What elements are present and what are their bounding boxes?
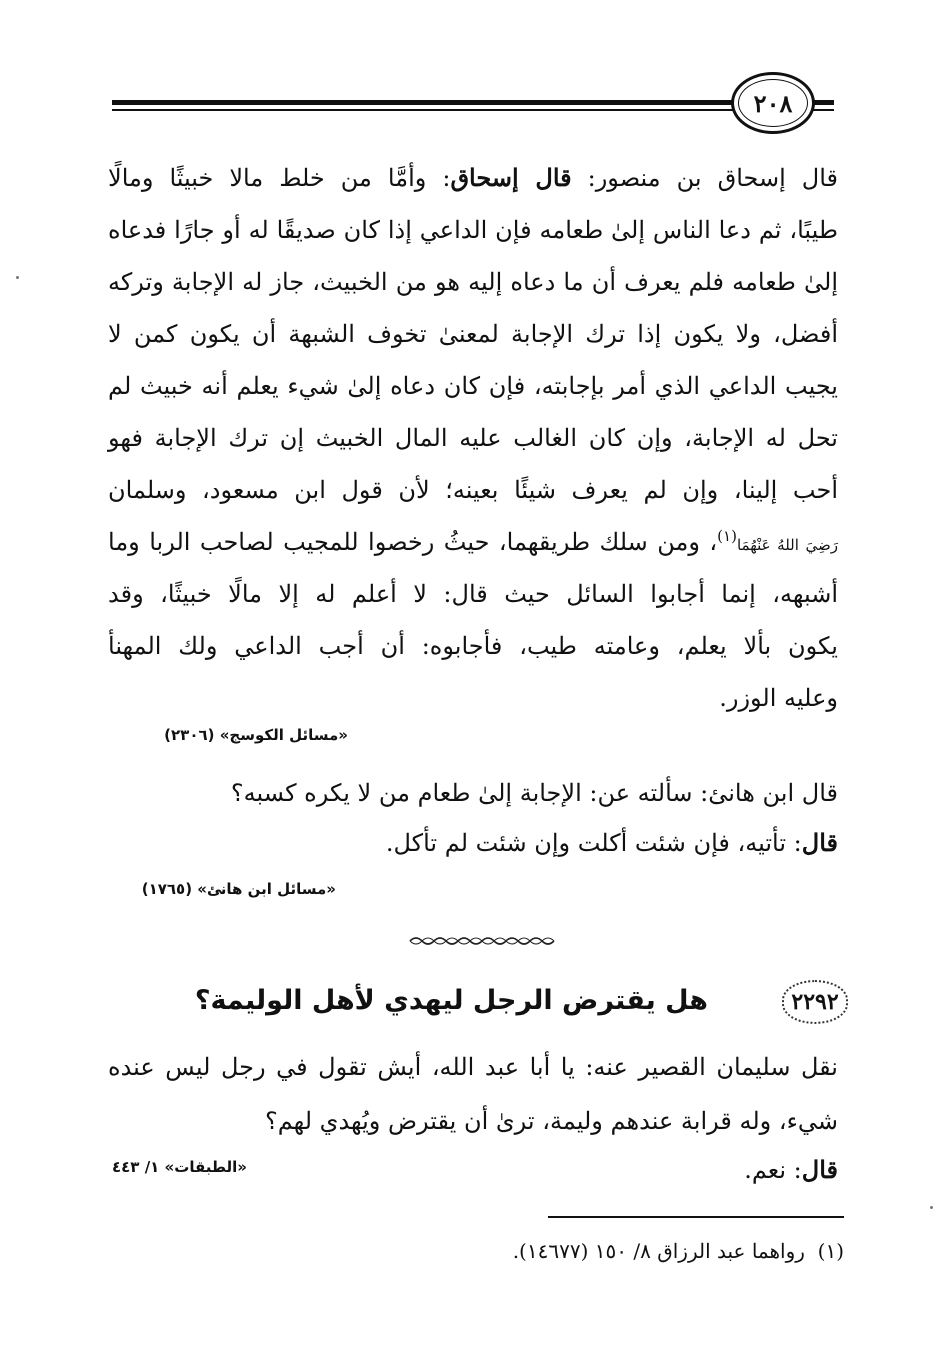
ornament-divider xyxy=(408,934,558,948)
answer-label: قال xyxy=(801,828,838,857)
qa-block xyxy=(108,768,838,868)
text-segment: ، ومن سلك طريقهما، حيثُ رخصوا للمجيب لصاحب الربا وما xyxy=(108,528,718,556)
section-heading xyxy=(108,978,848,1028)
footnote-marker: (١) xyxy=(817,1239,844,1263)
issue-number-badge: ٢٢٩٢ xyxy=(782,980,848,1024)
footnote-text: رواهما عبد الرزاق ٨/ ١٥٠ (١٤٦٧٧). xyxy=(512,1239,805,1263)
answer-label: قال xyxy=(801,1155,838,1184)
paragraph-line-1: نقل سليمان القصير عنه: يا أبا عبد الله، أيش تقول في رجل ليس عنده xyxy=(108,1053,838,1081)
answer-text: : تأتيه، فإن شئت أكلت وإن شئت لم تأكل. xyxy=(385,829,802,857)
paragraph-line-11: وعليه الوزر. xyxy=(719,684,838,712)
header-rule-thin xyxy=(112,109,834,111)
paragraph-line-3: إلىٰ طعامه فلم يعرف أن ما دعاه إليه هو من الخبيث، جاز له الإجابة وتركه xyxy=(108,268,838,296)
paragraph-line-1: قال إسحاق بن منصور: قال إسحاق: وأمَّا من خلط مالا خبيثًا ومالًا xyxy=(108,163,839,192)
question-line: قال ابن هانئ: سألته عن: الإجابة إلىٰ طعام من لا يكره كسبه؟ xyxy=(230,779,838,807)
footnote-reference[interactable]: (١) xyxy=(717,527,737,545)
scan-speck xyxy=(16,276,19,279)
second-paragraph xyxy=(108,1040,838,1148)
bold-speaker: قال إسحاق xyxy=(450,163,572,192)
paragraph-line-9: أشبهه، إنما أجابوا السائل حيث قال: لا أعلم له إلا مالًا خبيثًا، وقد xyxy=(108,580,838,608)
page-number: ٢٠٨ xyxy=(753,88,793,118)
source-citation: «مسائل ابن هانئ» (١٧٦٥) xyxy=(141,880,336,898)
paragraph-line-6: تحل له الإجابة، وإن كان الغالب عليه المال الخبيث إن ترك الإجابة فهو xyxy=(108,424,838,452)
paragraph-line-2: شيء، وله قرابة عندهم وليمة، ترىٰ أن يقترض ويُهدي لهم؟ xyxy=(264,1107,838,1135)
source-citation: «مسائل الكوسج» (٢٣٠٦) xyxy=(164,726,348,744)
paragraph-line-5: يجيب الداعي الذي أمر بإجابته، فإن كان دعاه إلىٰ شيء يعلم أنه خبيث لم xyxy=(108,372,838,400)
page-number-badge xyxy=(731,72,815,134)
paragraph-line-10: يكون بألا يعلم، وعامته طيب، فأجابوه: أن أجب الداعي ولك المهنأ xyxy=(108,632,838,660)
answer-line xyxy=(744,1150,838,1190)
text-segment: : وأمَّا من خلط مالا خبيثًا ومالًا xyxy=(108,164,451,192)
paragraph-line-2: طيبًا، ثم دعا الناس إلىٰ طعامه فإن الداعي إذا كان صديقًا له أو جارًا فدعاه xyxy=(108,216,838,244)
ornament-icon xyxy=(408,935,558,947)
header-rule xyxy=(112,100,834,114)
header-rule-thick xyxy=(112,100,834,105)
answer-text: : نعم. xyxy=(744,1156,802,1184)
paragraph-line-4: أفضل، ولا يكون إذا ترك الإجابة لمعنىٰ تخوف الشبهة أن يكون كمن لا xyxy=(108,320,838,348)
footnote-separator xyxy=(548,1216,844,1218)
honorific-glyph: رَضِيَ اللهُ عَنْهُمَا xyxy=(736,536,838,554)
main-paragraph xyxy=(108,152,838,724)
source-citation: «الطبقات» ١/ ٤٤٣ xyxy=(112,1158,247,1176)
scan-speck xyxy=(930,1206,933,1209)
paragraph-line-8 xyxy=(108,516,838,568)
paragraph-line-7: أحب إلينا، وإن لم يعرف شيئًا بعينه؛ لأن قول ابن مسعود، وسلمان xyxy=(108,476,838,504)
footnote xyxy=(513,1236,844,1266)
answer-line xyxy=(108,818,838,868)
section-title: هل يقترض الرجل ليهدي لأهل الوليمة؟ xyxy=(194,985,708,1016)
